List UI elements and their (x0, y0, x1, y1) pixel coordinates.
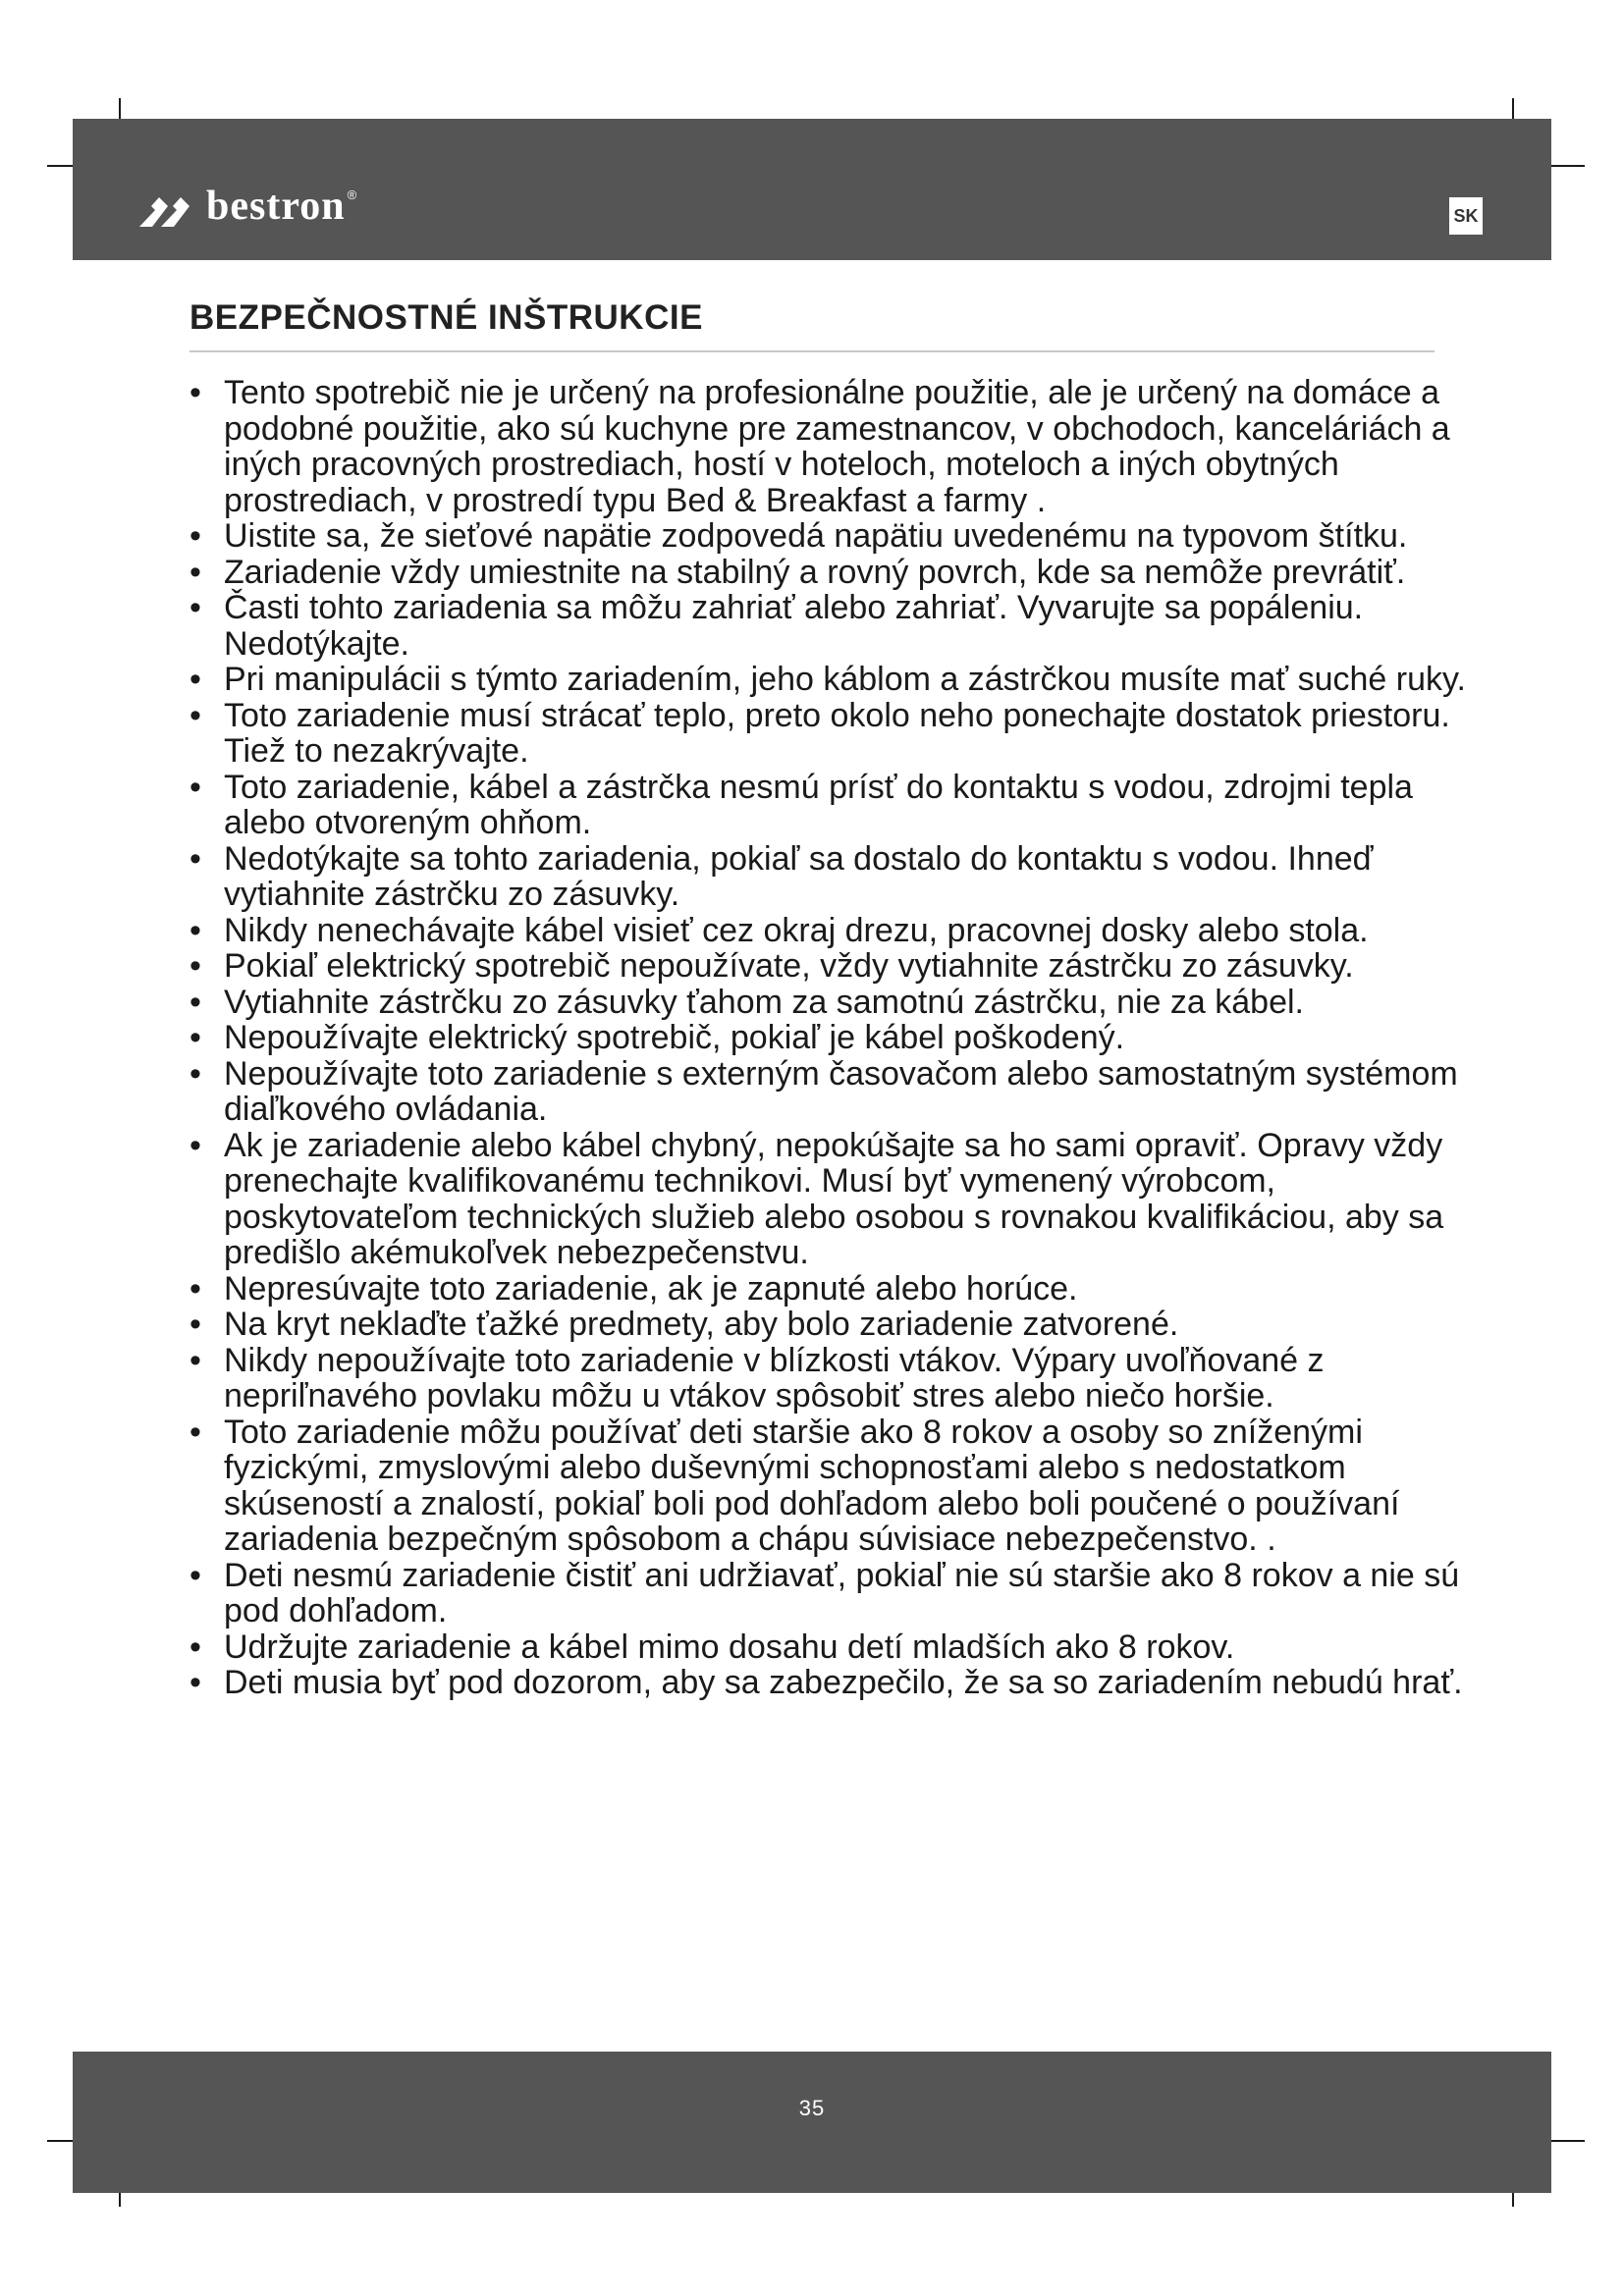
chevron-logo-icon (137, 184, 194, 229)
language-badge: SK (1449, 197, 1483, 235)
instruction-item: • Deti musia byť pod dozorom, aby sa zabezpečilo, že sa so zariadením nebudú hrať. (189, 1665, 1486, 1701)
safety-instructions-list (189, 375, 1486, 1701)
instruction-item: • Nikdy nenechávajte kábel visieť cez okraj drezu, pracovnej dosky alebo stola. (189, 913, 1486, 949)
page-header (73, 119, 1551, 260)
instruction-item: • Uistite sa, že sieťové napätie zodpovedá napätiu uvedenému na typovom štítku. (189, 518, 1486, 555)
page-number: 35 (798, 2096, 826, 2120)
instruction-item: • Zariadenie vždy umiestnite na stabilný a rovný povrch, kde sa nemôže prevrátiť. (189, 555, 1486, 591)
instruction-item: • Ak je zariadenie alebo kábel chybný, nepokúšajte sa ho sami opraviť. Opravy vždy prenechajte kvalifikovanému technikovi. Musí byť vymenený výrobcom, poskytovateľom technických služieb alebo osobou s rovnakou kvalifikáciou, aby sa predišlo akémukoľvek nebezpečenstvu. (189, 1128, 1486, 1271)
instruction-item: • Nepoužívajte toto zariadenie s externým časovačom alebo samostatným systémom diaľkového ovládania. (189, 1056, 1486, 1128)
brand-logo (137, 184, 356, 229)
instruction-item: • Vytiahnite zástrčku zo zásuvky ťahom za samotnú zástrčku, nie za kábel. (189, 985, 1486, 1021)
instruction-item: • Toto zariadenie, kábel a zástrčka nesmú prísť do kontaktu s vodou, zdrojmi tepla alebo otvoreným ohňom. (189, 770, 1486, 841)
title-divider (189, 350, 1435, 352)
instruction-item: • Nikdy nepoužívajte toto zariadenie v blízkosti vtákov. Výpary uvoľňované z nepriľnavého povlaku môžu u vtákov spôsobiť stres alebo niečo horšie. (189, 1343, 1486, 1415)
instruction-item: • Pri manipulácii s týmto zariadením, jeho káblom a zástrčkou musíte mať suché ruky. (189, 662, 1486, 698)
instruction-item: • Nepoužívajte elektrický spotrebič, pokiaľ je kábel poškodený. (189, 1020, 1486, 1056)
registered-mark: ® (347, 187, 357, 202)
instruction-item: • Tento spotrebič nie je určený na profesionálne použitie, ale je určený na domáce a podobné použitie, ako sú kuchyne pre zamestnancov, v obchodoch, kanceláriách a iných pracovných prostrediach, hostí v hoteloch, moteloch a iných obytných prostrediach, v prostredí typu Bed & Breakfast a farmy . (189, 375, 1486, 518)
page-title: BEZPEČNOSTNÉ INŠTRUKCIE (189, 298, 703, 337)
instruction-item: • Pokiaľ elektrický spotrebič nepoužívate, vždy vytiahnite zástrčku zo zásuvky. (189, 948, 1486, 985)
brand-name: bestron (206, 184, 346, 229)
instruction-item: • Toto zariadenie musí strácať teplo, preto okolo neho ponechajte dostatok priestoru. Tiež to nezakrývajte. (189, 698, 1486, 770)
page-footer (73, 2052, 1551, 2193)
instruction-item: • Udržujte zariadenie a kábel mimo dosahu detí mladších ako 8 rokov. (189, 1629, 1486, 1666)
instruction-item: • Toto zariadenie môžu používať deti staršie ako 8 rokov a osoby so zníženými fyzickými, zmyslovými alebo duševnými schopnosťami alebo s nedostatkom skúseností a znalostí, pokiaľ boli pod dohľadom alebo boli poučené o používaní zariadenia bezpečným spôsobom a chápu súvisiace nebezpečenstvo. . (189, 1415, 1486, 1558)
instruction-item: • Nedotýkajte sa tohto zariadenia, pokiaľ sa dostalo do kontaktu s vodou. Ihneď vytiahnite zástrčku zo zásuvky. (189, 841, 1486, 913)
instruction-item: • Na kryt neklaďte ťažké predmety, aby bolo zariadenie zatvorené. (189, 1307, 1486, 1343)
instruction-item: • Deti nesmú zariadenie čistiť ani udržiavať, pokiaľ nie sú staršie ako 8 rokov a nie sú pod dohľadom. (189, 1558, 1486, 1629)
instruction-item: • Nepresúvajte toto zariadenie, ak je zapnuté alebo horúce. (189, 1271, 1486, 1308)
instruction-item: • Časti tohto zariadenia sa môžu zahriať alebo zahriať. Vyvarujte sa popáleniu. Nedotýkajte. (189, 590, 1486, 662)
